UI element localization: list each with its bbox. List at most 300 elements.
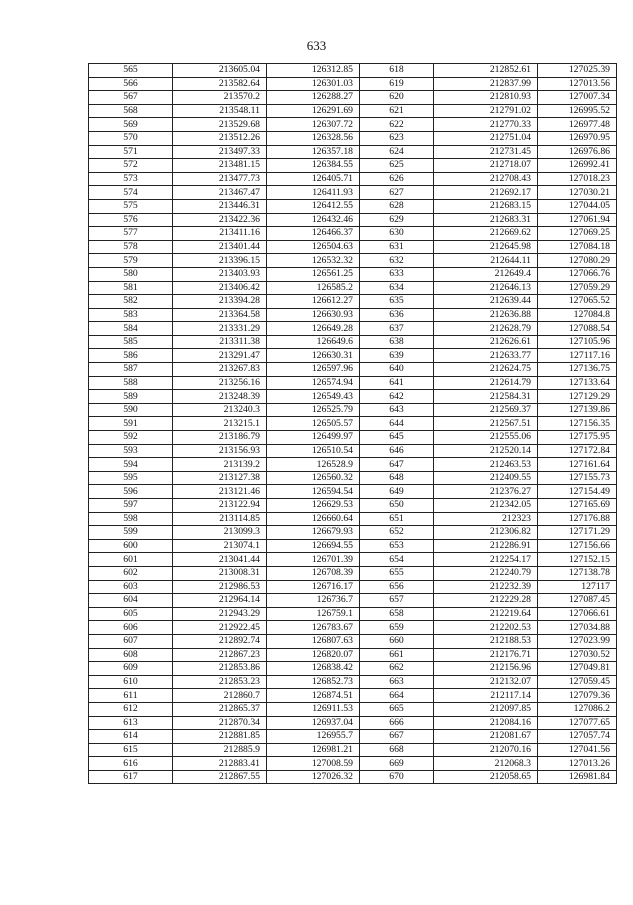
x-coordinate-cell: 212867.55	[173, 770, 267, 784]
table-row	[89, 145, 617, 159]
y-coordinate-cell: 127084.8	[538, 308, 617, 322]
y-coordinate-cell: 126736.7	[267, 594, 360, 608]
x-coordinate-cell: 212520.14	[434, 444, 538, 458]
point-number-cell: 610	[89, 675, 173, 689]
y-coordinate-cell: 127080.29	[538, 254, 617, 268]
x-coordinate-cell: 212718.07	[434, 159, 538, 173]
x-coordinate-cell: 213570.2	[173, 91, 267, 105]
x-coordinate-cell: 212881.85	[173, 730, 267, 744]
y-coordinate-cell: 126357.18	[267, 145, 360, 159]
point-number-cell: 642	[360, 390, 434, 404]
table-row	[89, 172, 617, 186]
table-row	[89, 702, 617, 716]
x-coordinate-cell: 212628.79	[434, 322, 538, 336]
point-number-cell: 651	[360, 512, 434, 526]
y-coordinate-cell: 126549.43	[267, 390, 360, 404]
y-coordinate-cell: 127025.39	[538, 64, 617, 78]
table-row	[89, 553, 617, 567]
y-coordinate-cell: 127084.18	[538, 240, 617, 254]
y-coordinate-cell: 127061.94	[538, 213, 617, 227]
point-number-cell: 568	[89, 104, 173, 118]
point-number-cell: 575	[89, 199, 173, 213]
x-coordinate-cell: 213364.58	[173, 308, 267, 322]
point-number-cell: 606	[89, 621, 173, 635]
point-number-cell: 669	[360, 757, 434, 771]
x-coordinate-cell: 212323	[434, 512, 538, 526]
y-coordinate-cell: 127165.69	[538, 499, 617, 513]
point-number-cell: 565	[89, 64, 173, 78]
point-number-cell: 604	[89, 594, 173, 608]
point-number-cell: 589	[89, 390, 173, 404]
table-row	[89, 580, 617, 594]
x-coordinate-cell: 212645.98	[434, 240, 538, 254]
table-row	[89, 566, 617, 580]
point-number-cell: 660	[360, 634, 434, 648]
y-coordinate-cell: 126701.39	[267, 553, 360, 567]
x-coordinate-cell: 213548.11	[173, 104, 267, 118]
point-number-cell: 663	[360, 675, 434, 689]
point-number-cell: 607	[89, 634, 173, 648]
x-coordinate-cell: 212852.61	[434, 64, 538, 78]
x-coordinate-cell: 212117.14	[434, 689, 538, 703]
x-coordinate-cell: 212188.53	[434, 634, 538, 648]
table-row	[89, 526, 617, 540]
table-row	[89, 77, 617, 91]
point-number-cell: 657	[360, 594, 434, 608]
point-number-cell: 626	[360, 172, 434, 186]
table-row	[89, 159, 617, 173]
x-coordinate-cell: 212708.43	[434, 172, 538, 186]
point-number-cell: 661	[360, 648, 434, 662]
x-coordinate-cell: 212943.29	[173, 607, 267, 621]
y-coordinate-cell: 127138.78	[538, 566, 617, 580]
table-row	[89, 186, 617, 200]
y-coordinate-cell: 127077.65	[538, 716, 617, 730]
x-coordinate-cell: 213497.33	[173, 145, 267, 159]
y-coordinate-cell: 126307.72	[267, 118, 360, 132]
point-number-cell: 633	[360, 267, 434, 281]
table-row	[89, 281, 617, 295]
point-number-cell: 574	[89, 186, 173, 200]
table-row	[89, 308, 617, 322]
table-row	[89, 335, 617, 349]
y-coordinate-cell: 126561.25	[267, 267, 360, 281]
x-coordinate-cell: 212751.04	[434, 131, 538, 145]
x-coordinate-cell: 213240.3	[173, 403, 267, 417]
y-coordinate-cell: 126970.95	[538, 131, 617, 145]
x-coordinate-cell: 213481.15	[173, 159, 267, 173]
y-coordinate-cell: 126630.93	[267, 308, 360, 322]
y-coordinate-cell: 126981.84	[538, 770, 617, 784]
x-coordinate-cell: 213267.83	[173, 363, 267, 377]
x-coordinate-cell: 212463.53	[434, 458, 538, 472]
point-number-cell: 592	[89, 431, 173, 445]
point-number-cell: 591	[89, 417, 173, 431]
x-coordinate-cell: 212922.45	[173, 621, 267, 635]
x-coordinate-cell: 212633.77	[434, 349, 538, 363]
y-coordinate-cell: 127013.26	[538, 757, 617, 771]
point-number-cell: 637	[360, 322, 434, 336]
point-number-cell: 578	[89, 240, 173, 254]
table-row	[89, 512, 617, 526]
point-number-cell: 631	[360, 240, 434, 254]
point-number-cell: 628	[360, 199, 434, 213]
point-number-cell: 619	[360, 77, 434, 91]
point-number-cell: 616	[89, 757, 173, 771]
y-coordinate-cell: 126630.31	[267, 349, 360, 363]
y-coordinate-cell: 126288.27	[267, 91, 360, 105]
x-coordinate-cell: 212892.74	[173, 634, 267, 648]
y-coordinate-cell: 126405.71	[267, 172, 360, 186]
y-coordinate-cell: 126412.55	[267, 199, 360, 213]
y-coordinate-cell: 126783.67	[267, 621, 360, 635]
x-coordinate-cell: 212853.86	[173, 662, 267, 676]
y-coordinate-cell: 127154.49	[538, 485, 617, 499]
x-coordinate-cell: 213396.15	[173, 254, 267, 268]
x-coordinate-cell: 213512.26	[173, 131, 267, 145]
y-coordinate-cell: 126937.04	[267, 716, 360, 730]
point-number-cell: 603	[89, 580, 173, 594]
x-coordinate-cell: 212097.85	[434, 702, 538, 716]
y-coordinate-cell: 127156.66	[538, 539, 617, 553]
point-number-cell: 622	[360, 118, 434, 132]
y-coordinate-cell: 126820.07	[267, 648, 360, 662]
x-coordinate-cell: 213467.47	[173, 186, 267, 200]
y-coordinate-cell: 126328.56	[267, 131, 360, 145]
x-coordinate-cell: 212081.67	[434, 730, 538, 744]
y-coordinate-cell: 126594.54	[267, 485, 360, 499]
x-coordinate-cell: 212986.53	[173, 580, 267, 594]
x-coordinate-cell: 213186.79	[173, 431, 267, 445]
x-coordinate-cell: 213215.1	[173, 417, 267, 431]
point-number-cell: 652	[360, 526, 434, 540]
y-coordinate-cell: 126759.1	[267, 607, 360, 621]
x-coordinate-cell: 212853.23	[173, 675, 267, 689]
x-coordinate-cell: 212286.91	[434, 539, 538, 553]
x-coordinate-cell: 213401.44	[173, 240, 267, 254]
y-coordinate-cell: 126466.37	[267, 227, 360, 241]
y-coordinate-cell: 127175.95	[538, 431, 617, 445]
point-number-cell: 590	[89, 403, 173, 417]
point-number-cell: 630	[360, 227, 434, 241]
point-number-cell: 650	[360, 499, 434, 513]
point-number-cell: 615	[89, 743, 173, 757]
y-coordinate-cell: 126504.63	[267, 240, 360, 254]
x-coordinate-cell: 212870.34	[173, 716, 267, 730]
point-number-cell: 623	[360, 131, 434, 145]
y-coordinate-cell: 127079.36	[538, 689, 617, 703]
y-coordinate-cell: 127087.45	[538, 594, 617, 608]
y-coordinate-cell: 127013.56	[538, 77, 617, 91]
y-coordinate-cell: 126560.32	[267, 471, 360, 485]
table-row	[89, 621, 617, 635]
y-coordinate-cell: 126838.42	[267, 662, 360, 676]
y-coordinate-cell: 127086.2	[538, 702, 617, 716]
x-coordinate-cell: 212614.79	[434, 376, 538, 390]
y-coordinate-cell: 127117	[538, 580, 617, 594]
table-row	[89, 322, 617, 336]
point-number-cell: 586	[89, 349, 173, 363]
x-coordinate-cell: 213605.04	[173, 64, 267, 78]
y-coordinate-cell: 126995.52	[538, 104, 617, 118]
x-coordinate-cell: 213331.29	[173, 322, 267, 336]
point-number-cell: 641	[360, 376, 434, 390]
x-coordinate-cell: 213394.28	[173, 295, 267, 309]
table-row	[89, 295, 617, 309]
point-number-cell: 647	[360, 458, 434, 472]
y-coordinate-cell: 127066.76	[538, 267, 617, 281]
x-coordinate-cell: 212229.28	[434, 594, 538, 608]
x-coordinate-cell: 213422.36	[173, 213, 267, 227]
x-coordinate-cell: 212409.55	[434, 471, 538, 485]
x-coordinate-cell: 212883.41	[173, 757, 267, 771]
point-number-cell: 582	[89, 295, 173, 309]
y-coordinate-cell: 126574.94	[267, 376, 360, 390]
point-number-cell: 666	[360, 716, 434, 730]
table-row	[89, 240, 617, 254]
x-coordinate-cell: 213411.16	[173, 227, 267, 241]
y-coordinate-cell: 126629.53	[267, 499, 360, 513]
point-number-cell: 644	[360, 417, 434, 431]
x-coordinate-cell: 212837.99	[434, 77, 538, 91]
x-coordinate-cell: 212132.07	[434, 675, 538, 689]
table-row	[89, 730, 617, 744]
x-coordinate-cell: 213041.44	[173, 553, 267, 567]
x-coordinate-cell: 213406.42	[173, 281, 267, 295]
y-coordinate-cell: 126649.28	[267, 322, 360, 336]
table-row	[89, 689, 617, 703]
x-coordinate-cell: 212692.17	[434, 186, 538, 200]
coordinates-table	[88, 63, 617, 784]
x-coordinate-cell: 212885.9	[173, 743, 267, 757]
point-number-cell: 625	[360, 159, 434, 173]
table-row	[89, 662, 617, 676]
table-row	[89, 675, 617, 689]
y-coordinate-cell: 126976.86	[538, 145, 617, 159]
x-coordinate-cell: 213074.1	[173, 539, 267, 553]
table-row	[89, 390, 617, 404]
table-row	[89, 485, 617, 499]
x-coordinate-cell: 213446.31	[173, 199, 267, 213]
y-coordinate-cell: 126585.2	[267, 281, 360, 295]
y-coordinate-cell: 127066.61	[538, 607, 617, 621]
y-coordinate-cell: 127088.54	[538, 322, 617, 336]
table-row	[89, 634, 617, 648]
x-coordinate-cell: 212584.31	[434, 390, 538, 404]
table-row	[89, 458, 617, 472]
point-number-cell: 569	[89, 118, 173, 132]
x-coordinate-cell: 212232.39	[434, 580, 538, 594]
y-coordinate-cell: 126384.55	[267, 159, 360, 173]
point-number-cell: 571	[89, 145, 173, 159]
table-row	[89, 131, 617, 145]
x-coordinate-cell: 212240.79	[434, 566, 538, 580]
point-number-cell: 618	[360, 64, 434, 78]
point-number-cell: 580	[89, 267, 173, 281]
x-coordinate-cell: 212644.11	[434, 254, 538, 268]
point-number-cell: 670	[360, 770, 434, 784]
point-number-cell: 621	[360, 104, 434, 118]
coordinates-table-body	[89, 64, 617, 784]
point-number-cell: 587	[89, 363, 173, 377]
y-coordinate-cell: 127044.05	[538, 199, 617, 213]
y-coordinate-cell: 127172.84	[538, 444, 617, 458]
x-coordinate-cell: 212649.4	[434, 267, 538, 281]
point-number-cell: 643	[360, 403, 434, 417]
x-coordinate-cell: 212070.16	[434, 743, 538, 757]
x-coordinate-cell: 212156.96	[434, 662, 538, 676]
x-coordinate-cell: 213122.94	[173, 499, 267, 513]
point-number-cell: 566	[89, 77, 173, 91]
y-coordinate-cell: 127176.88	[538, 512, 617, 526]
y-coordinate-cell: 126528.9	[267, 458, 360, 472]
y-coordinate-cell: 126807.63	[267, 634, 360, 648]
point-number-cell: 617	[89, 770, 173, 784]
y-coordinate-cell: 127026.32	[267, 770, 360, 784]
y-coordinate-cell: 126532.32	[267, 254, 360, 268]
y-coordinate-cell: 126510.54	[267, 444, 360, 458]
table-row	[89, 716, 617, 730]
y-coordinate-cell: 126411.93	[267, 186, 360, 200]
y-coordinate-cell: 127034.88	[538, 621, 617, 635]
x-coordinate-cell: 212646.13	[434, 281, 538, 295]
table-row	[89, 267, 617, 281]
y-coordinate-cell: 126977.48	[538, 118, 617, 132]
y-coordinate-cell: 126649.6	[267, 335, 360, 349]
point-number-cell: 645	[360, 431, 434, 445]
y-coordinate-cell: 126981.21	[267, 743, 360, 757]
y-coordinate-cell: 127030.21	[538, 186, 617, 200]
x-coordinate-cell: 213114.85	[173, 512, 267, 526]
x-coordinate-cell: 213099.3	[173, 526, 267, 540]
y-coordinate-cell: 126505.57	[267, 417, 360, 431]
x-coordinate-cell: 212342.05	[434, 499, 538, 513]
y-coordinate-cell: 126660.64	[267, 512, 360, 526]
x-coordinate-cell: 212626.61	[434, 335, 538, 349]
y-coordinate-cell: 127133.64	[538, 376, 617, 390]
x-coordinate-cell: 212791.02	[434, 104, 538, 118]
point-number-cell: 593	[89, 444, 173, 458]
point-number-cell: 634	[360, 281, 434, 295]
point-number-cell: 629	[360, 213, 434, 227]
point-number-cell: 667	[360, 730, 434, 744]
table-row	[89, 376, 617, 390]
y-coordinate-cell: 127139.86	[538, 403, 617, 417]
x-coordinate-cell: 212810.93	[434, 91, 538, 105]
table-row	[89, 363, 617, 377]
x-coordinate-cell: 212860.7	[173, 689, 267, 703]
point-number-cell: 620	[360, 91, 434, 105]
table-row	[89, 499, 617, 513]
y-coordinate-cell: 127018.23	[538, 172, 617, 186]
x-coordinate-cell: 213008.31	[173, 566, 267, 580]
point-number-cell: 570	[89, 131, 173, 145]
x-coordinate-cell: 213256.16	[173, 376, 267, 390]
y-coordinate-cell: 126499.97	[267, 431, 360, 445]
y-coordinate-cell: 126911.53	[267, 702, 360, 716]
point-number-cell: 601	[89, 553, 173, 567]
point-number-cell: 614	[89, 730, 173, 744]
y-coordinate-cell: 127049.81	[538, 662, 617, 676]
x-coordinate-cell: 213291.47	[173, 349, 267, 363]
point-number-cell: 585	[89, 335, 173, 349]
point-number-cell: 602	[89, 566, 173, 580]
y-coordinate-cell: 127161.64	[538, 458, 617, 472]
y-coordinate-cell: 126432.46	[267, 213, 360, 227]
x-coordinate-cell: 212202.53	[434, 621, 538, 635]
x-coordinate-cell: 212683.15	[434, 199, 538, 213]
x-coordinate-cell: 212669.62	[434, 227, 538, 241]
x-coordinate-cell: 212254.17	[434, 553, 538, 567]
table-row	[89, 648, 617, 662]
point-number-cell: 636	[360, 308, 434, 322]
x-coordinate-cell: 212219.64	[434, 607, 538, 621]
page-number: 633	[306, 38, 327, 53]
x-coordinate-cell: 212731.45	[434, 145, 538, 159]
table-row	[89, 349, 617, 363]
point-number-cell: 664	[360, 689, 434, 703]
x-coordinate-cell: 212639.44	[434, 295, 538, 309]
y-coordinate-cell: 127129.29	[538, 390, 617, 404]
x-coordinate-cell: 212683.31	[434, 213, 538, 227]
x-coordinate-cell: 213582.64	[173, 77, 267, 91]
x-coordinate-cell: 213139.2	[173, 458, 267, 472]
y-coordinate-cell: 127152.15	[538, 553, 617, 567]
x-coordinate-cell: 212176.71	[434, 648, 538, 662]
x-coordinate-cell: 212569.37	[434, 403, 538, 417]
table-row	[89, 607, 617, 621]
point-number-cell: 567	[89, 91, 173, 105]
x-coordinate-cell: 212636.88	[434, 308, 538, 322]
y-coordinate-cell: 126708.39	[267, 566, 360, 580]
y-coordinate-cell: 127007.34	[538, 91, 617, 105]
point-number-cell: 632	[360, 254, 434, 268]
point-number-cell: 646	[360, 444, 434, 458]
point-number-cell: 573	[89, 172, 173, 186]
point-number-cell: 581	[89, 281, 173, 295]
point-number-cell: 656	[360, 580, 434, 594]
y-coordinate-cell: 127156.35	[538, 417, 617, 431]
point-number-cell: 577	[89, 227, 173, 241]
y-coordinate-cell: 126525.79	[267, 403, 360, 417]
table-row	[89, 743, 617, 757]
y-coordinate-cell: 126852.73	[267, 675, 360, 689]
y-coordinate-cell: 126992.41	[538, 159, 617, 173]
point-number-cell: 638	[360, 335, 434, 349]
point-number-cell: 595	[89, 471, 173, 485]
point-number-cell: 579	[89, 254, 173, 268]
x-coordinate-cell: 213248.39	[173, 390, 267, 404]
x-coordinate-cell: 212084.16	[434, 716, 538, 730]
table-row	[89, 104, 617, 118]
y-coordinate-cell: 127041.56	[538, 743, 617, 757]
point-number-cell: 653	[360, 539, 434, 553]
x-coordinate-cell: 212376.27	[434, 485, 538, 499]
y-coordinate-cell: 126312.85	[267, 64, 360, 78]
y-coordinate-cell: 127057.74	[538, 730, 617, 744]
y-coordinate-cell: 127136.75	[538, 363, 617, 377]
x-coordinate-cell: 212770.33	[434, 118, 538, 132]
x-coordinate-cell: 212964.14	[173, 594, 267, 608]
point-number-cell: 609	[89, 662, 173, 676]
y-coordinate-cell: 126612.27	[267, 295, 360, 309]
x-coordinate-cell: 213477.73	[173, 172, 267, 186]
point-number-cell: 600	[89, 539, 173, 553]
point-number-cell: 576	[89, 213, 173, 227]
x-coordinate-cell: 213529.68	[173, 118, 267, 132]
point-number-cell: 658	[360, 607, 434, 621]
point-number-cell: 654	[360, 553, 434, 567]
